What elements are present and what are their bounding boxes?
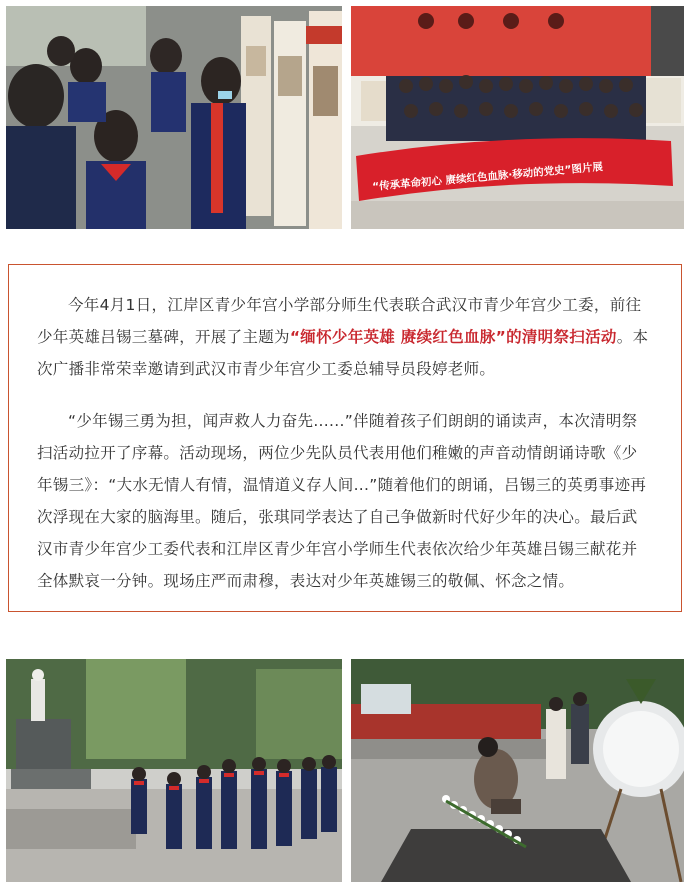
- banner-title: “传承革命初心 赓续红色血脉·移动的党史”图片展: [371, 161, 604, 194]
- article-p1-highlight: “缅怀少年英雄 赓续红色血脉”的清明祭扫活动: [289, 328, 617, 346]
- article-paragraph-2: “少年锡三勇为担，闻声救人力奋先......”伴随着孩子们朗朗的诵读声，本次清明祭扫活动拉开了序幕。活动现场，两位少先队员代表用他们稚嫩的声音动情朗诵诗歌《少年锡三》：“大水无情人有情，温情道义存人间...”随着他们的朗诵，吕锡三的英勇事迹再次浮现在大家的脑海里。随后，张琪同学表达了自己争做新时代好少年的决心。最后武汉市青少年宫少工委代表和江岸区青少年宫小学师生代表依次给少年英雄吕锡三献花并全体默哀一分钟。现场庄严而肃穆，表达对少年英雄锡三的敬佩、怀念之情。: [37, 412, 647, 590]
- article-box: [8, 264, 682, 612]
- article-p1-text-a: 今年4月1日，江岸区青少年宫小学部分师生代表联合武汉市青少年宫少工委，前往少年英雄吕锡三墓碑，开展了主题为: [37, 296, 642, 346]
- article-paragraph-1: [37, 289, 653, 385]
- article-p1-text-b: 。本次广播非常荣幸邀请到武汉市青少年宫少工委总辅导员段婷老师。: [37, 328, 649, 378]
- photo-students-monument: [6, 659, 342, 882]
- photo-presenting-flowers: [351, 659, 684, 882]
- photo-group-banner: [351, 6, 684, 229]
- photo-students-exhibition: [6, 6, 342, 229]
